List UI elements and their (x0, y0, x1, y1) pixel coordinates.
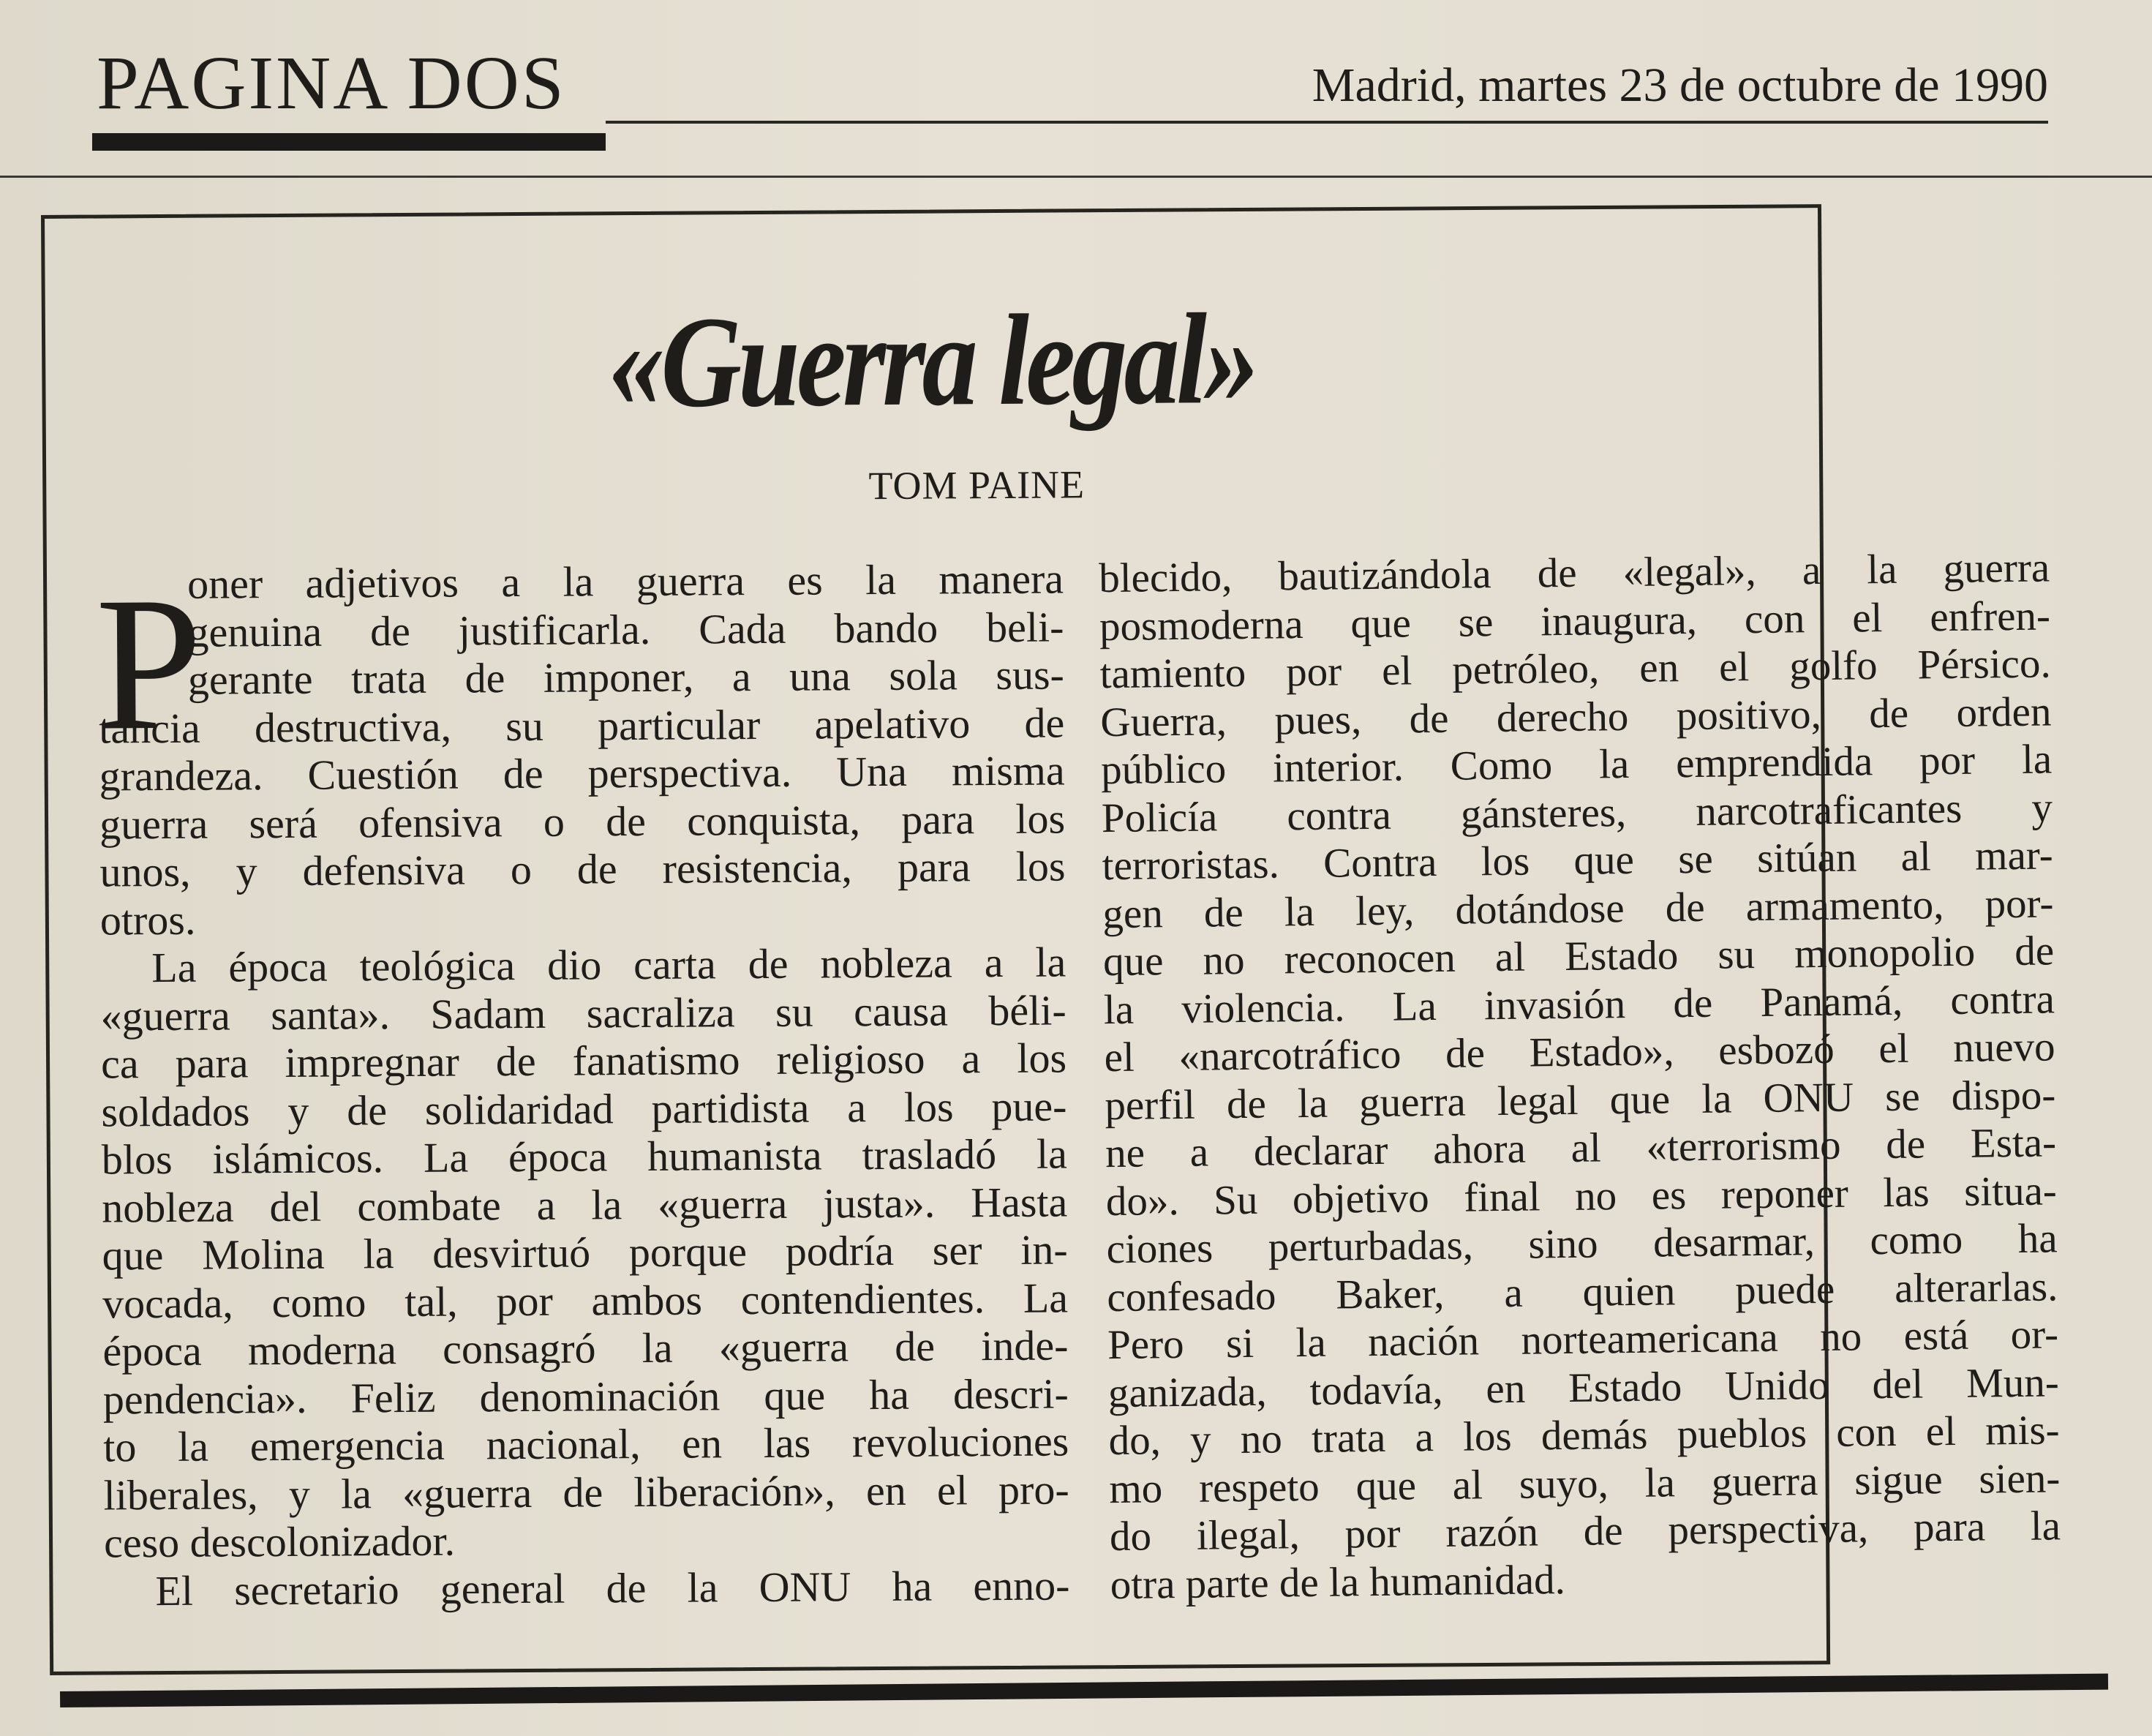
text-line: do». Su objetivo final no es reponer las situa- (1105, 1167, 2058, 1225)
text-line: La época teológica dio carta de nobleza a la (151, 938, 1066, 992)
article-headline: «Guerra legal» (608, 285, 1257, 435)
text-line: época moderna consagró la «guerra de inde- (102, 1321, 1069, 1375)
text-line: gerante trata de imponer, a una sola sus- (187, 650, 1065, 704)
text-line: blecido, bautizándola de «legal», a la guerra (1098, 544, 2050, 602)
text-line: confesado Baker, a quien puede alterarlas. (1107, 1263, 2058, 1320)
text-line: to la emergencia nacional, en las revoluciones (103, 1417, 1069, 1471)
text-line: gen de la ley, dotándose de armamento, por- (1102, 879, 2054, 937)
drop-cap: P (94, 557, 203, 770)
header-divider (0, 176, 2152, 178)
dateline: Madrid, martes 23 de octubre de 1990 (1312, 59, 2048, 112)
text-line: otra parte de la humanidad. (1110, 1556, 1566, 1608)
text-line: blos islámicos. La época humanista trasladó la (101, 1130, 1068, 1184)
text-line: ganizada, todavía, en Estado Unido del Mun- (1107, 1359, 2060, 1416)
text-line: Policía contra gánsteres, narcotraficantes y (1101, 784, 2053, 841)
text-line: mo respeto que al suyo, la guerra sigue sien- (1108, 1454, 2061, 1512)
text-line: perfil de la guerra legal que la ONU se dispo- (1105, 1071, 2056, 1129)
text-line: liberales, y la «guerra de liberación», en el pro- (103, 1465, 1069, 1519)
text-line: ciones perturbadas, sino desarmar, como ha (1106, 1215, 2058, 1273)
text-line: Guerra, pues, de derecho positivo, de orden (1100, 688, 2052, 745)
text-line: ca para impregnar de fanatismo religioso a los (100, 1034, 1067, 1088)
text-line: do, y no trata a los demás pueblos con el mis- (1108, 1407, 2060, 1465)
article-column-right (1098, 544, 2085, 1609)
text-line: tamiento por el petróleo, en el golfo Pérsico. (1099, 640, 2051, 698)
text-line: El secretario general de la ONU ha enno- (155, 1560, 1070, 1615)
dateline-rule (606, 121, 2048, 124)
text-line: pendencia». Feliz denominación que ha descri- (102, 1369, 1069, 1424)
article-box (41, 204, 2061, 1675)
section-title: PAGINA DOS (97, 41, 566, 125)
text-line: otros. (99, 895, 196, 944)
article-column-left (94, 555, 1070, 1615)
text-line: ne a declarar ahora al «terrorismo de Esta- (1105, 1119, 2057, 1177)
text-line: la violencia. La invasión de Panamá, contra (1103, 975, 2055, 1033)
text-line: soldados y de solidaridad partidista a los pue- (101, 1081, 1067, 1136)
text-line: ceso descolonizador. (103, 1517, 456, 1567)
text-line: guerra será ofensiva o de conquista, para los (99, 794, 1066, 849)
article-byline: TOM PAINE (868, 462, 1086, 508)
text-line: do ilegal, por razón de perspectiva, para la (1109, 1503, 2061, 1560)
text-line: nobleza del combate a la «guerra justa». Hasta (102, 1177, 1068, 1232)
text-line: Pero si la nación norteamericana no está or- (1107, 1311, 2059, 1369)
text-line: terroristas. Contra los que se sitúan al mar- (1102, 832, 2053, 890)
text-line: «guerra santa». Sadam sacraliza su causa béli- (100, 985, 1066, 1040)
text-line: público interior. Como la emprendida por la (1100, 736, 2053, 794)
bottom-rule (60, 1674, 2108, 1707)
section-title-underline (92, 133, 606, 151)
text-line: unos, y defensiva o de resistencia, para los (99, 842, 1066, 896)
text-line: grandeza. Cuestión de perspectiva. Una misma (99, 746, 1065, 800)
text-line: tancia destructiva, su particular apelativo de (99, 698, 1065, 753)
text-line: oner adjetivos a la guerra es la manera (187, 555, 1064, 608)
text-line: vocada, como tal, por ambos contendientes. La (102, 1273, 1069, 1328)
text-line: posmoderna que se inaugura, con el enfren- (1099, 592, 2051, 650)
text-line: que no reconocen al Estado su monopolio de (1102, 928, 2055, 985)
text-line: que Molina la desvirtuó porque podría ser in- (102, 1225, 1068, 1280)
text-line: genuina de justificarla. Cada bando beli- (187, 602, 1064, 656)
text-line: el «narcotráfico de Estado», esbozó el nuevo (1104, 1023, 2055, 1081)
